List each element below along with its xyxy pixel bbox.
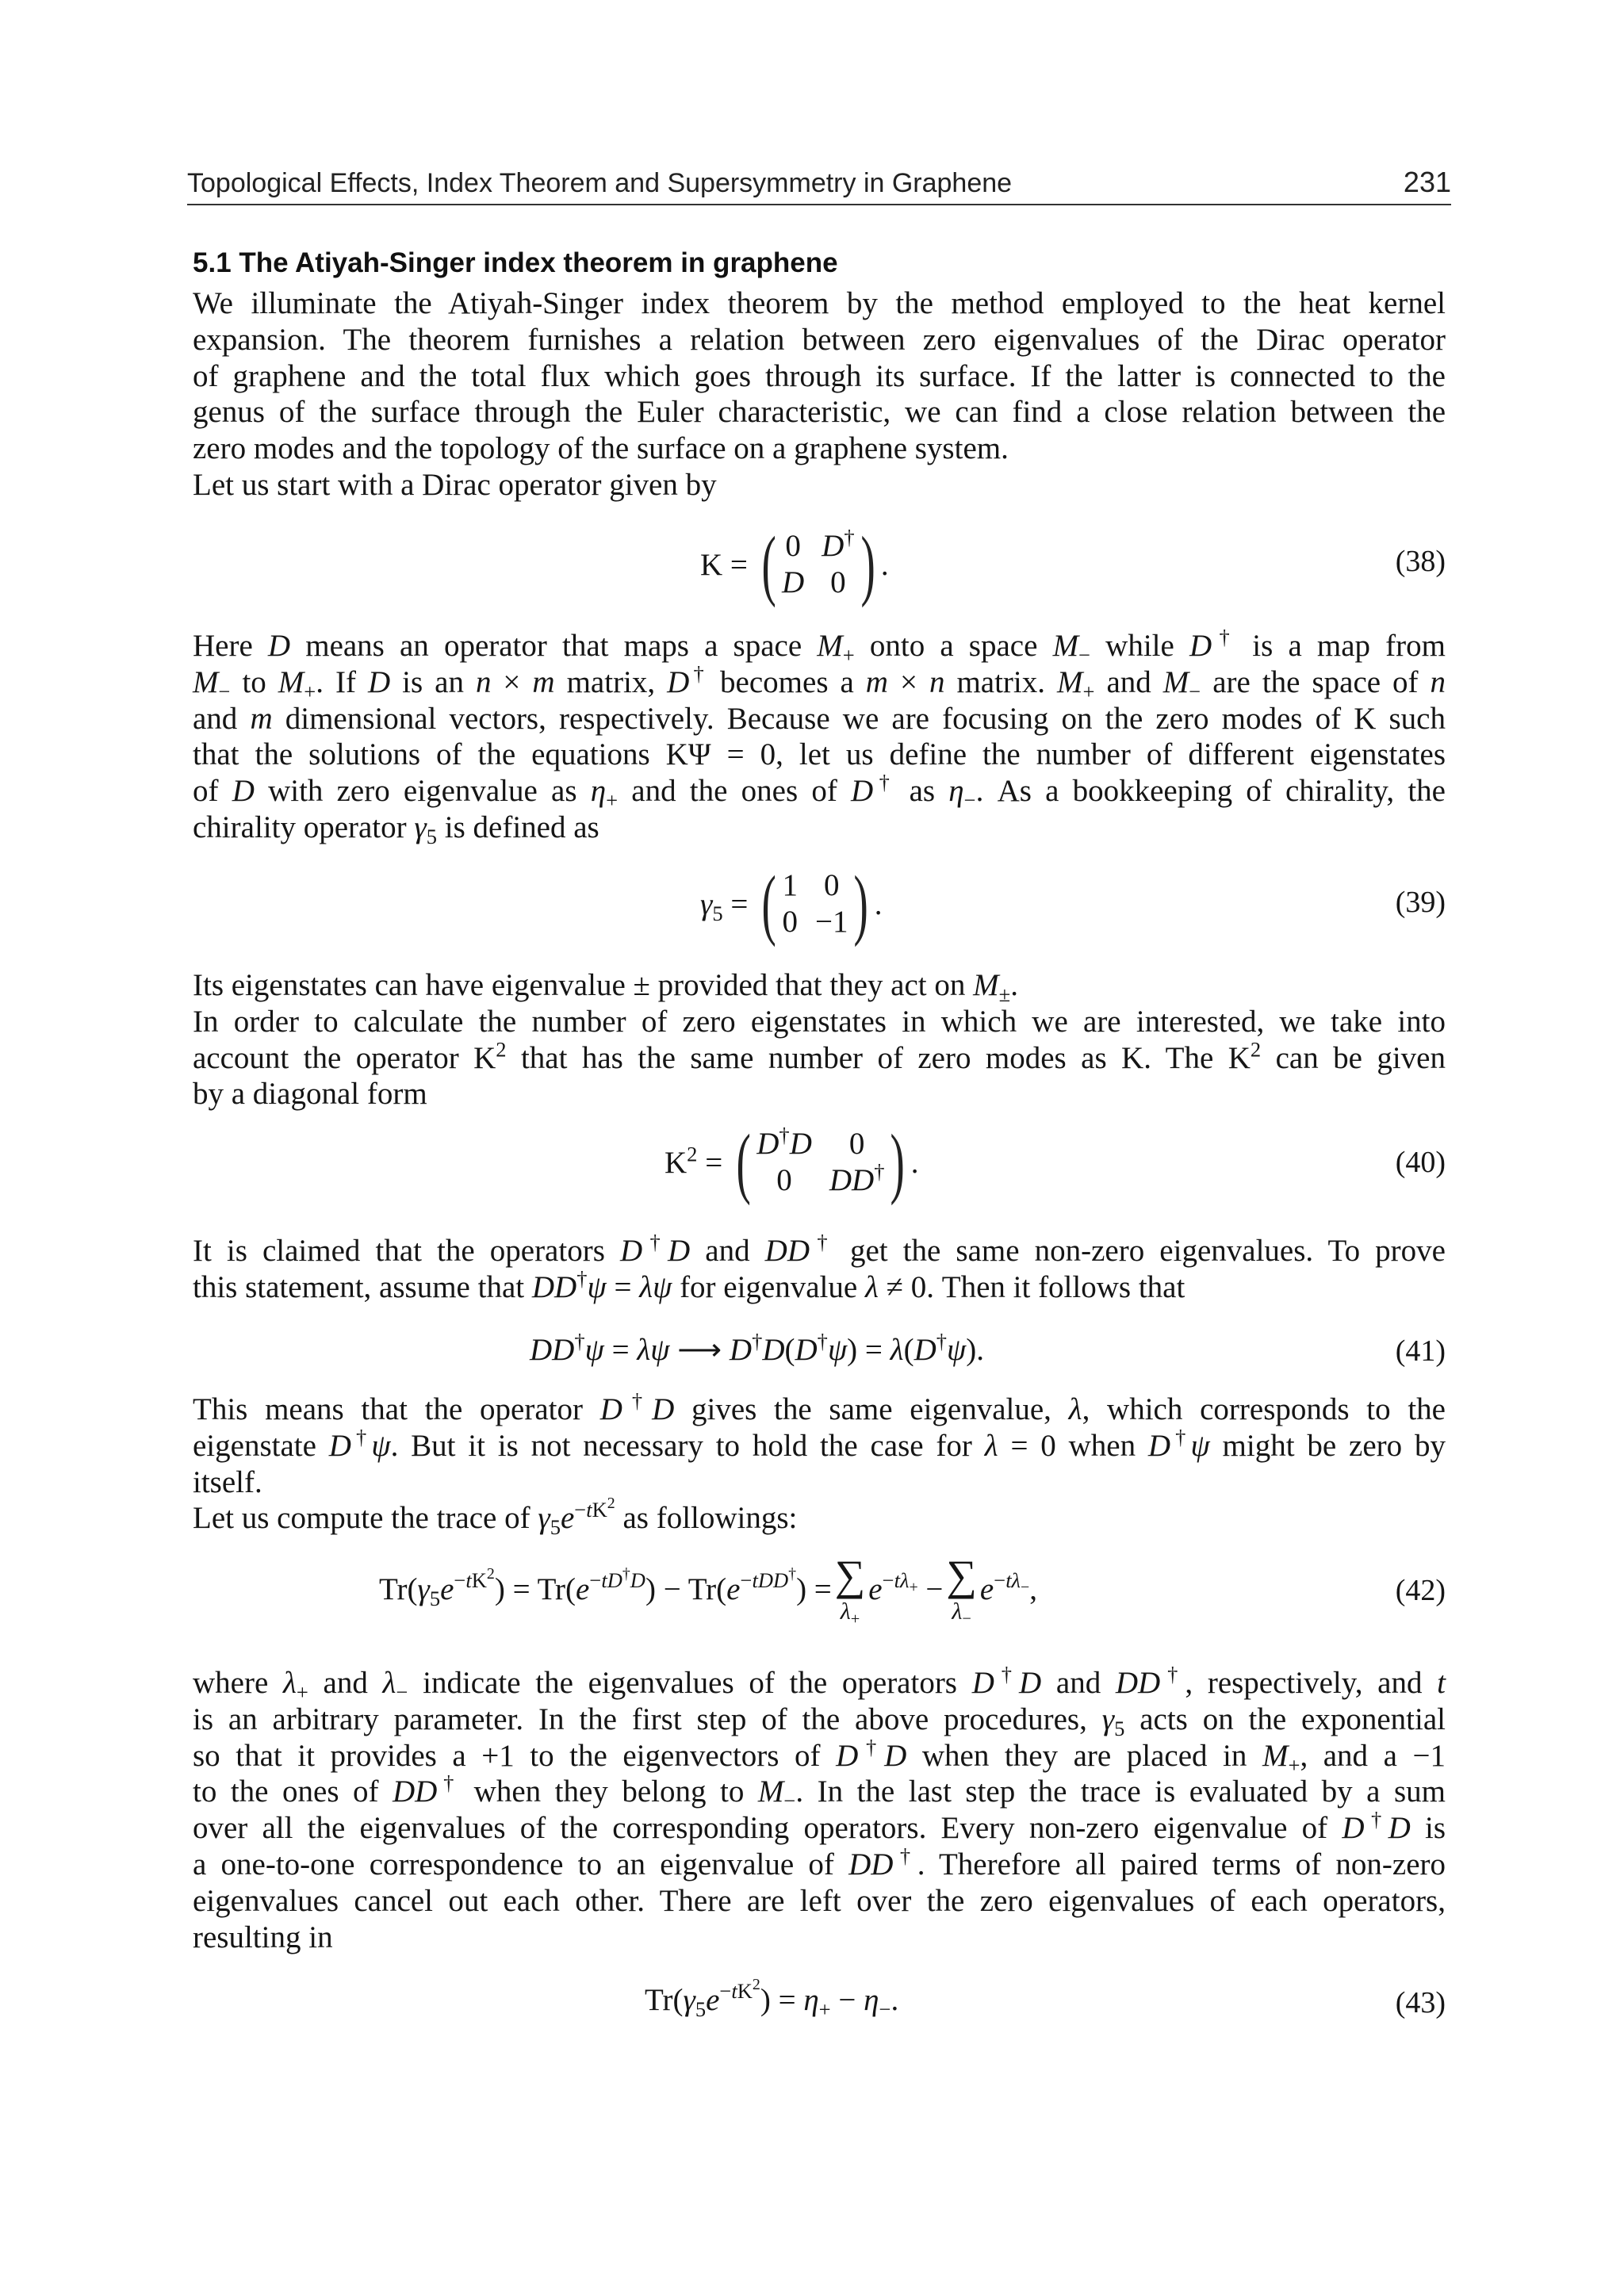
page-number: 231: [1403, 166, 1451, 198]
eq39-matrix: 1 0 0 −1: [782, 868, 848, 939]
eq40-lhs: $K^2$ =: [665, 1141, 730, 1180]
paragraph-eigenstate: This means that the operator D†D gives the same eigenvalue, λ, which corresponds to the eigenstate D†ψ. But it is not necessary to hold the case for λ = 0 when D†ψ might be zero by itself. Let us compute the trace of $\gamma_5e^{-tK^2}$ as followings:: [193, 1388, 1446, 1540]
equation-38: K = ( 0 D† D 0 ) . (38): [700, 520, 1446, 608]
eq38-matrix: 0 D† D 0: [781, 525, 855, 599]
equation-number: (42): [1395, 1574, 1446, 1607]
eq38-lhs: K =: [700, 547, 756, 582]
equation-number: (38): [1395, 545, 1446, 578]
paragraph-intro: [193, 285, 1446, 503]
section-title: 5.1 The Atiyah-Singer index theorem in graphene: [193, 247, 838, 278]
equation-number: (41): [1395, 1334, 1446, 1368]
paragraph-claim: It is claimed that the operators D†D and DD† get the same non-zero eigenvalues. To prove this statement, assume that DD†ψ = λψ for eigenvalue λ ≠ 0. Then it follows that: [193, 1230, 1446, 1304]
text-line: zero modes and the topology of the surface on a graphene system.: [193, 431, 1009, 466]
equation-number: (43): [1395, 1986, 1446, 2019]
equation-number: (39): [1395, 886, 1446, 919]
sum-lambda-minus: ∑ $\lambda_-$: [946, 1552, 977, 1629]
equation-40: $K^2$ = ( D†D 0 0 DD† ) . (40): [665, 1118, 1446, 1206]
equation-43: [193, 1976, 1446, 2038]
paragraph-operator: Here D means an operator that maps a space $M_+$ onto a space $M_-$ while D† is a map from $M_-$ to $M_+$. If D is an n × m matrix, D† becomes a m × n matrix. $M_+$ and $M_-$ are the space of n and m dimensional vectors, respectively. Because we are focusing on the zero modes of K such that the solutions of the equations KΨ = 0, let us define the number of different eigenstates of D with zero eigenvalue as $\eta_+$ and the ones of D† as $\eta_-$. As a bookkeeping of chirality, the chirality operator $\gamma_5$ is defined as: [193, 625, 1446, 848]
equation-41: [193, 1329, 1446, 1380]
paragraph-k-squared: Its eigenstates can have eigenvalue ± provided that they act on $M_\pm$. In order to calculate the number of zero eigenstates in which we are interested, we take into account the operator $K^2$ that has the same number of zero modes as K. The $K^2$ can be given by a diagonal form: [193, 968, 1446, 1112]
text-line: expansion. The theorem furnishes a relation between zero eigenvalues of the Dirac operator: [193, 322, 1446, 357]
text-line: Let us start with a Dirac operator given by: [193, 467, 717, 502]
eq39-lhs: $\gamma_5$ =: [700, 886, 756, 925]
sum-lambda-plus: ∑ $\lambda_+$: [834, 1552, 866, 1629]
equation-42: $Tr(\gamma_5e^{-tK^2}) = Tr(e^{-tD^\dagger D}) - Tr(e^{-tDD^\dagger})$ = ∑ $\lambda_+$ $e^{-t\lambda_+}$ − ∑ $\lambda_-$ $e^{-t\lambda_-}$, (42): [379, 1552, 1446, 1629]
running-header: [187, 163, 1451, 205]
text-line: resulting in: [193, 1920, 333, 1954]
equation-number: (40): [1395, 1146, 1446, 1179]
text-line: genus of the surface through the Euler characteristic, we can find a close relation between the: [193, 395, 1446, 430]
eq41-body: DD†ψ = λψ ⟶ D†D(D†ψ) = λ(D†ψ).: [530, 1329, 984, 1367]
equation-39: $\gamma_5$ = ( 1 0 0 −1 ) . (39): [700, 859, 1446, 947]
eq43-body: $Tr(\gamma_5e^{-tK^2}) = \eta_+ - \eta_-$.: [645, 1976, 899, 2021]
eq40-matrix: D†D 0 0 DD†: [756, 1123, 885, 1197]
eq42-body: $Tr(\gamma_5e^{-tK^2}) = Tr(e^{-tD^\dagger D}) - Tr(e^{-tDD^\dagger})$ =: [379, 1564, 832, 1610]
text-line: We illuminate the Atiyah-Singer index theorem by the method employed to the heat kernel: [193, 286, 1446, 320]
paragraph-trace: where $\lambda_+$ and $\lambda_-$ indicate the eigenvalues of the operators D†D and DD†, respectively, and t is an arbitrary parameter. In the first step of the above procedures, $\gamma_5$ acts on the exponential so that it provides a +1 to the eigenvectors of D†D when they are placed in $M_+$, and a −1 to the ones of DD† when they belong to $M_-$. In the last step the trace is evaluated by a sum over all the eigenvalues of the corresponding operators. Every non-zero eigenvalue of D†D is a one-to-one correspondence to an eigenvalue of DD†. Therefore all paired terms of non-zero eigenvalues cancel out each other. There are left over the zero eigenvalues of each operators, resulting in: [193, 1662, 1446, 1954]
text-line: of graphene and the total flux which goes through its surface. If the latter is connected to the: [193, 358, 1446, 393]
running-title: Topological Effects, Index Theorem and Supersymmetry in Graphene: [187, 168, 1013, 198]
